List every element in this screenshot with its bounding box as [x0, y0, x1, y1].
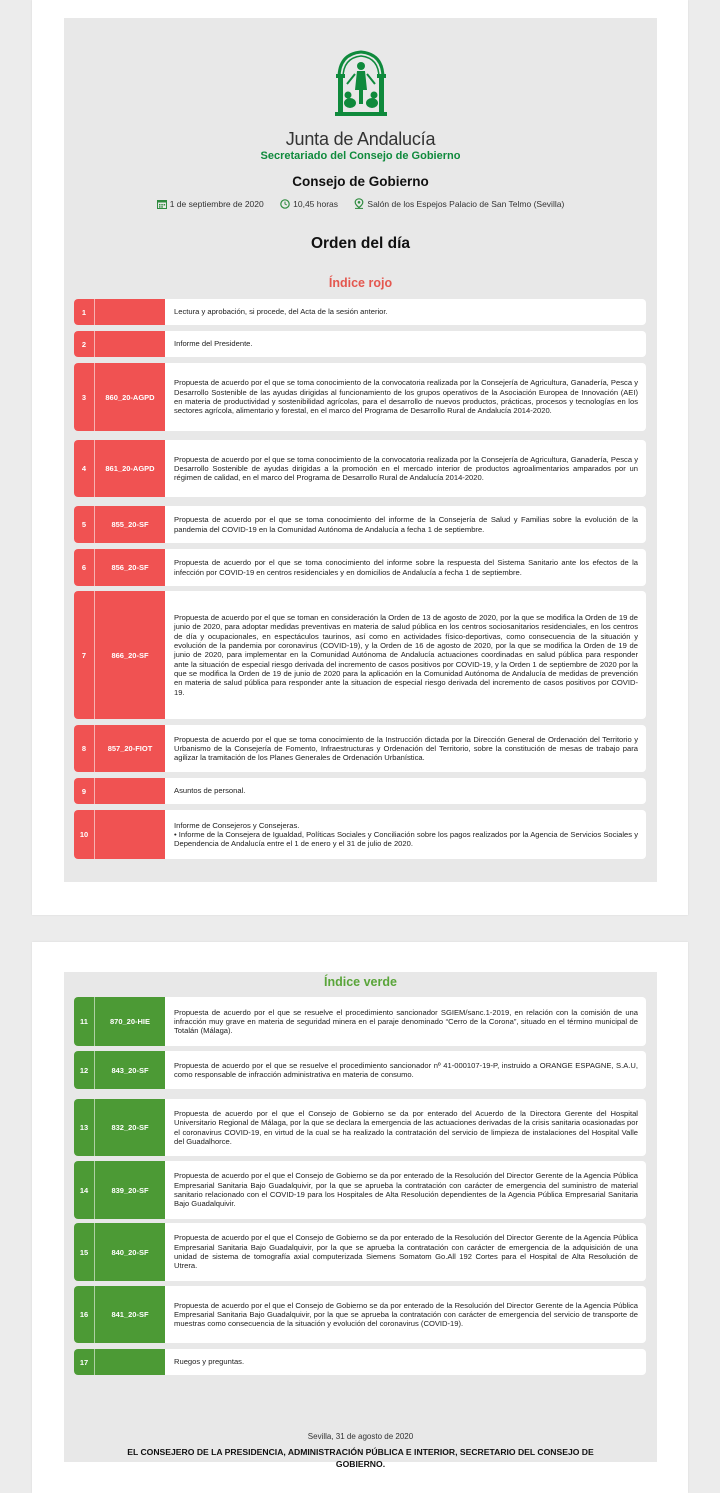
agenda-item-code: 840_20-SF	[94, 1223, 165, 1281]
agenda-item	[74, 299, 646, 325]
agenda-item-number: 11	[74, 997, 94, 1046]
agenda-item-number: 10	[74, 810, 94, 859]
agenda-item-text	[165, 1161, 646, 1219]
agenda-item-subpoint: • Informe de la Consejera de Igualdad, Políticas Sociales y Conciliación sobre los pagos realizados por la Agencia de Servicios Sociales y Dependencia de Andalucía entre el 1 de enero y el 31 de julio de 2020.	[174, 829, 638, 849]
agenda-item	[74, 1223, 646, 1281]
green-index-title: Índice verde	[324, 975, 397, 989]
agenda-item-description: Lectura y aprobación, si procede, del Acta de la sesión anterior.	[174, 307, 388, 317]
agenda-item-text	[165, 1286, 646, 1343]
document-page-2	[32, 942, 688, 1493]
agenda-title: Orden del día	[310, 235, 411, 252]
agenda-item	[74, 591, 646, 719]
agenda-item-text	[165, 997, 646, 1046]
agenda-item	[74, 1349, 646, 1375]
agenda-item-number: 1	[74, 299, 94, 325]
agenda-item-number: 16	[74, 1286, 94, 1343]
signature-block: EL CONSEJERO DE LA PRESIDENCIA, ADMINISTRACIÓN PÚBLICA E INTERIOR, SECRETARIO DEL CONSEJO DE GOBIERNO.	[127, 1447, 594, 1469]
agenda-item-number: 14	[74, 1161, 94, 1219]
agenda-item-number: 3	[74, 363, 94, 431]
agenda-item-text	[165, 299, 646, 325]
agenda-item-code: 855_20-SF	[94, 506, 165, 543]
agenda-item-description: Propuesta de acuerdo por el que el Consejo de Gobierno se da por enterado de la Resolución del Director Gerente de la Agencia Pública Empresarial Sanitaria Bajo Guadalquivir, por la que se aprueba la contratación con carácter de emergencia del suministro de material sanitario relacionado con el COVID-19 para los Hospitales de Alta Resolución dependientes de la Agencia Pública Empresarial Sanitaria Bajo Guadalquivir.	[174, 1171, 638, 1209]
calendar-icon	[157, 199, 167, 209]
agenda-item	[74, 331, 646, 357]
agenda-item	[74, 549, 646, 586]
agenda-item-text	[165, 1099, 646, 1156]
meeting-time: 10,45 horas	[280, 199, 338, 209]
agenda-item-description: Propuesta de acuerdo por el que se toma conocimiento de la convocatoria realizada por la Consejería de Agricultura, Ganadería, Pesca y Desarrollo Sostenible de ayudas dirigidas a la promoción en el mercado interior de productos agroalimentarios amparados por un régimen de calidad, en el marco del Programa de Desarrollo Rural de Andalucía 2014-2020.	[174, 454, 638, 483]
agenda-item-code: 832_20-SF	[94, 1099, 165, 1156]
agenda-item-code: 857_20-FIOT	[94, 725, 165, 772]
agenda-item-description: Informe del Presidente.	[174, 339, 253, 349]
agenda-item	[74, 725, 646, 772]
agenda-item-text	[165, 440, 646, 497]
agenda-item-text	[165, 725, 646, 772]
agenda-item-number: 13	[74, 1099, 94, 1156]
agenda-item	[74, 778, 646, 804]
agenda-item-code: 870_20-HIE	[94, 997, 165, 1046]
agenda-item	[74, 440, 646, 497]
agenda-item-number: 12	[74, 1051, 94, 1089]
meeting-info	[64, 198, 657, 209]
agenda-item-text	[165, 810, 646, 859]
agenda-item-text	[165, 363, 646, 431]
organization-name: Junta de Andalucía	[285, 129, 436, 149]
agenda-item-number: 17	[74, 1349, 94, 1375]
agenda-item-number: 6	[74, 549, 94, 586]
agenda-item-description: Informe de Consejeros y Consejeras.	[174, 820, 300, 830]
agenda-item-description: Propuesta de acuerdo por el que se resuelve el procedimiento sancionador nº 41-000107-19-P, instruido a ORANGE ESPAGNE, S.A.U, como responsable de infracción administrativa en materia de consumo.	[174, 1060, 638, 1079]
agenda-item	[74, 1099, 646, 1156]
agenda-item-number: 15	[74, 1223, 94, 1281]
agenda-item-description: Propuesta de acuerdo por el que el Consejo de Gobierno se da por enterado del Acuerdo de la Directora Gerente del Hospital Universitario Regional de Málaga, por la que se declara la emergencia de las actuaciones derivadas de la crisis sanitaria ocasionadas por el coronavirus COVID-19, en virtud de la cual se ha realizado la contratación del servicio de limpieza de instalaciones del Hospital Valle del Guadalhorce.	[174, 1108, 638, 1146]
red-index-title: Índice rojo	[328, 276, 393, 290]
agenda-item-description: Propuesta de acuerdo por el que se toma conocimiento del informe sobre la respuesta del Sistema Sanitario ante los efectos de la infección por COVID-19 en centros residenciales y en domicilios de Andalucía a fecha 1 de septiembre.	[174, 558, 638, 577]
meeting-date: 1 de septiembre de 2020	[157, 199, 264, 209]
location-pin-icon	[354, 198, 364, 209]
agenda-item	[74, 810, 646, 859]
agenda-item-code: 856_20-SF	[94, 549, 165, 586]
agenda-item	[74, 997, 646, 1046]
agenda-item-code: 843_20-SF	[94, 1051, 165, 1089]
agenda-item	[74, 363, 646, 431]
agenda-item-text	[165, 1349, 646, 1375]
document-page-1	[32, 0, 688, 915]
agenda-item	[74, 1286, 646, 1343]
agenda-item-number: 5	[74, 506, 94, 543]
agenda-item-code: 866_20-SF	[94, 591, 165, 719]
agenda-item-number: 9	[74, 778, 94, 804]
agenda-item-description: Propuesta de acuerdo por el que se toman en consideración la Orden de 13 de agosto de 2020, por la que se modifica la Orden de 19 de junio de 2020, para adoptar medidas preventivas en materia de salud pública en los centros sociosanitarios residenciales, en los centros de día y ocupacionales, en espectáculos taurinos, así como en actividades físico-deportivas, como consecuencia de la situación y evolución de la pandemia por coronavirus (COVID-19), y la Orden de 16 de agosto de 2020, por la que se modifica la Orden de 19 de junio de 2020, para implementar en la Comunidad Autónoma de Andalucía actuaciones coordinadas en salud pública para responder ante la situación de especial riesgo derivada del incremento de casos positivos por COVID-19, y la Orden 1 de septiembre de 2020 por la que se modifica la Orden de 19 de junio de 2020 para la aplicación en la Comunidad Autónoma de Andalucía de medidas de prevención en materia de salud pública para responder ante la situacion de especial riesgo derivada del incremento de casos positivos por COVID-19.	[174, 613, 638, 697]
meeting-place: Salón de los Espejos Palacio de San Telmo (Sevilla)	[354, 198, 564, 209]
junta-andalucia-logo	[333, 48, 389, 118]
agenda-item	[74, 1161, 646, 1219]
agenda-item-description: Propuesta de acuerdo por el que el Consejo de Gobierno se da por enterado de la Resolución del Director Gerente de la Agencia Pública Empresarial Sanitaria Bajo Guadalquivir, por la que se aprueba la contratación con carácter de emergencia de la adquisición de una unidad de sistema de tomografía axial computerizada Siemens Somatom Go.All 192 Cortes para el Hospital de Alta Resolución de Utrera.	[174, 1233, 638, 1271]
agenda-panel-continued	[64, 972, 657, 1469]
agenda-item-description: Asuntos de personal.	[174, 786, 246, 796]
agenda-item-text	[165, 549, 646, 586]
agenda-item-code	[94, 299, 165, 325]
agenda-item-code	[94, 1349, 165, 1375]
agenda-item-number: 4	[74, 440, 94, 497]
agenda-item-description: Propuesta de acuerdo por el que se toma conocimiento de la Instrucción dictada por la Dirección General de Ordenación del Territorio y Urbanismo de la Consejería de Fomento, Infraestructuras y Ordenación del Territorio, sobre la constitución de mesas de trabajo para agilizar la tramitación de los Planes Generales de Ordenación Urbanística.	[174, 734, 638, 763]
clock-icon	[280, 199, 290, 209]
agenda-item-code: 860_20-AGPD	[94, 363, 165, 431]
agenda-item-text	[165, 1223, 646, 1281]
agenda-item	[74, 1051, 646, 1089]
agenda-item-description: Ruegos y preguntas.	[174, 1357, 245, 1367]
agenda-item-code: 841_20-SF	[94, 1286, 165, 1343]
agenda-item	[74, 506, 646, 543]
signature-date: Sevilla, 31 de agosto de 2020	[307, 1432, 414, 1441]
agenda-item-description: Propuesta de acuerdo por el que el Consejo de Gobierno se da por enterado de la Resolución del Director Gerente de la Agencia Pública Empresarial Sanitaria Bajo Guadalquivir, por la que se aprueba la contratación con carácter de emergencia del servicio de transporte de muestras como consecuencia de la situación y evolución del coronavirus (COVID-19).	[174, 1300, 638, 1329]
agenda-item-text	[165, 778, 646, 804]
agenda-panel	[64, 18, 657, 882]
agenda-item-description: Propuesta de acuerdo por el que se resuelve el procedimiento sancionador SGIEM/sanc.1-2019, en relación con la comisión de una infracción muy grave en materia de seguridad minera en el paraje denominado “Cerro de la Corona”, situado en el término municipal de Totalán (Málaga).	[174, 1007, 638, 1036]
agenda-item-code	[94, 331, 165, 357]
agenda-item-code: 839_20-SF	[94, 1161, 165, 1219]
agenda-item-number: 8	[74, 725, 94, 772]
agenda-item-text	[165, 591, 646, 719]
agenda-item-description: Propuesta de acuerdo por el que se toma conocimiento de la convocatoria realizada por la Consejería de Agricultura, Ganadería, Pesca y Desarrollo Sostenible de las ayudas dirigidas al funcionamiento de los grupos operativos de la Asociación Europea de Innovación (AEI) en materia de productividad y sostenibilidad agrícolas, para el desarrollo de nuevos productos, prácticas, procesos y tecnologías en los sectores agrícola, alimentario y forestal, en el marco del Programa de Desarrollo Rural de Andalucía 2014-2020.	[174, 378, 638, 416]
council-title: Consejo de Gobierno	[292, 174, 429, 189]
agenda-item-text	[165, 331, 646, 357]
agenda-item-description: Propuesta de acuerdo por el que se toma conocimiento del informe de la Consejería de Salud y Familias sobre la evolución de la pandemia del COVID-19 en la Comunidad Autónoma de Andalucía a fecha 1 de septiembre.	[174, 515, 638, 534]
secretariat-name: Secretariado del Consejo de Gobierno	[260, 150, 461, 162]
agenda-item-number: 7	[74, 591, 94, 719]
agenda-item-text	[165, 1051, 646, 1089]
agenda-item-text	[165, 506, 646, 543]
agenda-item-code: 861_20-AGPD	[94, 440, 165, 497]
agenda-item-number: 2	[74, 331, 94, 357]
agenda-item-code	[94, 810, 165, 859]
agenda-item-code	[94, 778, 165, 804]
